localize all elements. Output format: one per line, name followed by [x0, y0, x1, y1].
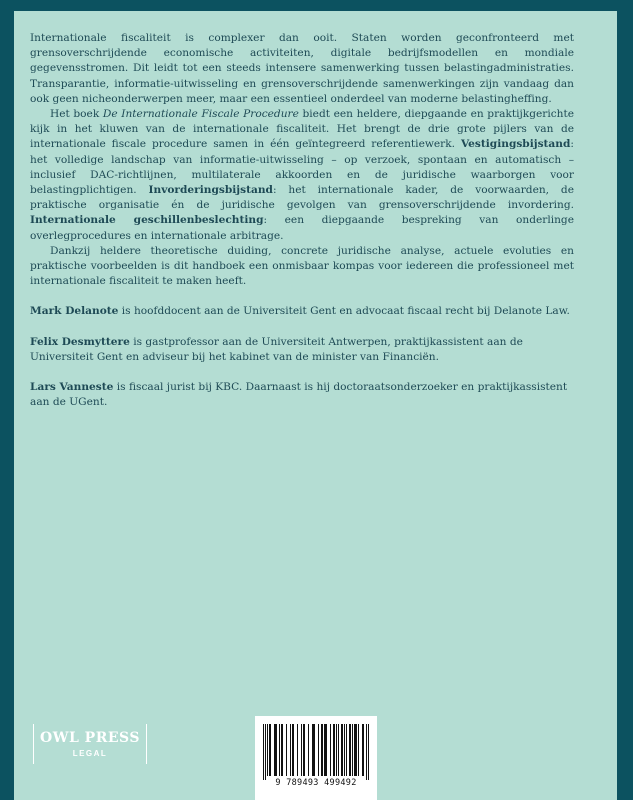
back-cover-text	[30, 31, 574, 410]
blurb-paragraph-2	[30, 107, 574, 244]
pillar-invorderingsbijstand: Invorderingsbijstand	[148, 184, 273, 197]
author-bio-text: is hoofddocent aan de Universiteit Gent en advocaat fiscaal recht bij Delanote Law.	[118, 305, 570, 318]
publisher-logo	[33, 724, 147, 764]
blurb-paragraph-3: Dankzij heldere theoretische duiding, concrete juridische analyse, actuele evoluties en praktische voorbeelden is dit handboek een onmisbaar kompas voor iedereen die professioneel met internationale fiscaliteit te maken heeft.	[30, 244, 574, 288]
barcode-bars	[261, 724, 371, 780]
blurb-p2-pillar2-text: : het internationale kader, de voorwaarden, de praktische organisatie én de juridische gevolgen van grensoverschrijdende invordering.	[30, 184, 574, 212]
pillar-geschillenbeslechting: Internationale geschillenbeslechting	[30, 214, 264, 227]
publisher-imprint: LEGAL	[72, 749, 108, 758]
pillar-vestigingsbijstand: Vestigingsbijstand	[460, 138, 571, 151]
author-bio-text: is fiscaal jurist bij KBC. Daarnaast is hij doctoraatsonderzoeker en praktijkassistent aan de UGent.	[30, 381, 568, 409]
author-name: Mark Delanote	[30, 305, 119, 318]
author-name: Felix Desmyttere	[30, 335, 130, 348]
blurb-p2-pillar3-text: : een diepgaande bespreking van onderlinge overlegprocedures en internationale arbitrage.	[30, 214, 574, 242]
book-title: De Internationale Fiscale Procedure	[102, 108, 299, 121]
author-bio	[30, 304, 574, 319]
author-bio	[30, 335, 574, 365]
author-name: Lars Vanneste	[30, 381, 114, 394]
blurb-p2-intro: Het boek	[50, 108, 103, 121]
blurb-paragraph-1: Internationale fiscaliteit is complexer dan ooit. Staten worden geconfronteerd met grensoverschrijdende economische activiteiten, digitale bedrijfsmodellen en mondiale gegevensstromen. Dit leidt tot een steeds intensere samenwerking tussen belastingadministraties. Transparantie, informatie-uitwisseling en grensoverschrijdende samenwerkingen zijn vandaag dan ook geen nicheonderwerpen meer, maar een essentieel onderdeel van moderne belastingheffing.	[30, 32, 574, 105]
barcode	[255, 716, 377, 800]
blurb-p2-body: biedt een heldere, diepgaande en praktijkgerichte kijk in het kluwen van de internationale fiscaliteit. Het brengt de drie grote pijlers van de internationale fiscale procedure samen in één geïntegreerd referentiewerk.	[30, 108, 575, 151]
author-bio-text: is gastprofessor aan de Universiteit Antwerpen, praktijkassistent aan de Universiteit Gent en adviseur bij het kabinet van de minister van Financiën.	[30, 335, 523, 363]
publisher-name: OWL PRESS	[40, 730, 140, 746]
blurb-p2-pillar1-text: : het volledige landschap van informatie-uitwisseling – op verzoek, spontaan en automatisch – inclusief DAC-richtlijnen, multilaterale akkoorden en de juridische waarborgen voor belastingplichtigen.	[30, 138, 574, 197]
isbn-number: 9 789493 499492	[275, 778, 357, 788]
author-bio	[30, 380, 574, 410]
